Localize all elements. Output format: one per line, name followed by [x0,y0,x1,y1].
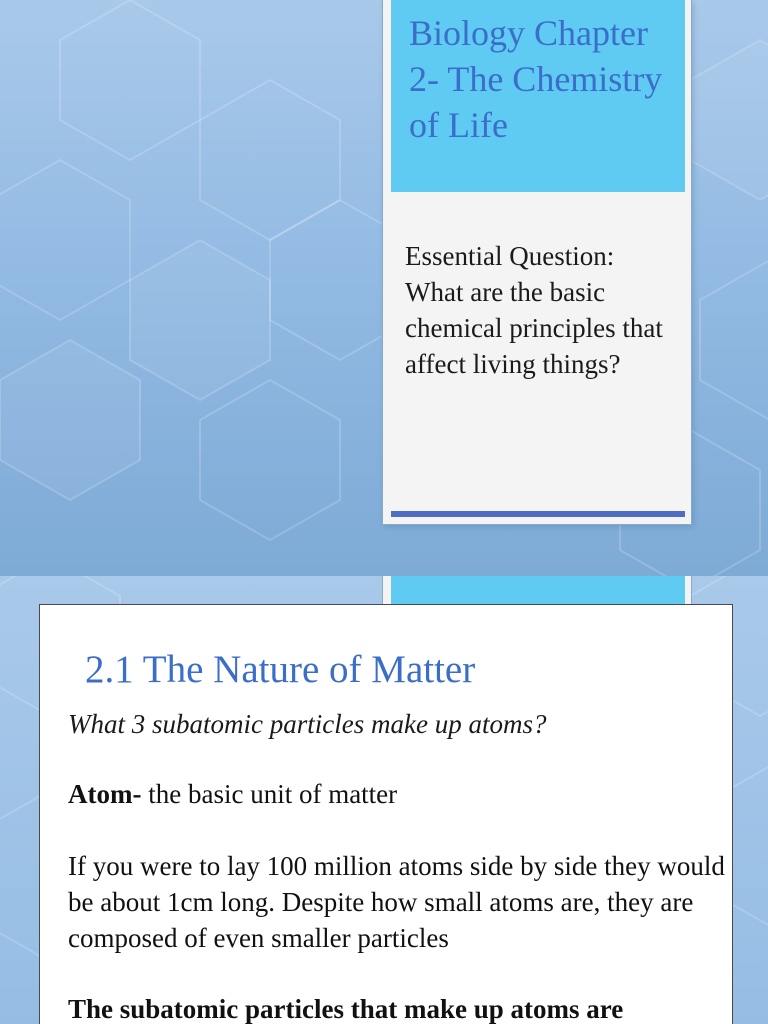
slide-title: Biology Chapter 2- The Chemistry of Life [409,13,663,145]
content-slide [0,576,768,1024]
atom-definition [68,777,397,811]
section-heading: 2.1 The Nature of Matter [85,648,476,691]
title-card [383,0,691,524]
guiding-question: What 3 subatomic particles make up atoms? [68,709,547,739]
subatomic-lead: The subatomic particles that make up atoms are [68,994,624,1024]
content-card [39,604,733,1024]
accent-rule [391,511,685,517]
atom-size-paragraph: If you were to lay 100 million atoms side by side they would be about 1cm long. Despite how small atoms are, they are composed of even smaller particles [68,851,725,953]
atom-term: Atom- [68,779,142,809]
atom-definition-text: the basic unit of matter [141,779,398,809]
essential-question: Essential Question: What are the basic chemical principles that affect living things? [405,241,663,379]
